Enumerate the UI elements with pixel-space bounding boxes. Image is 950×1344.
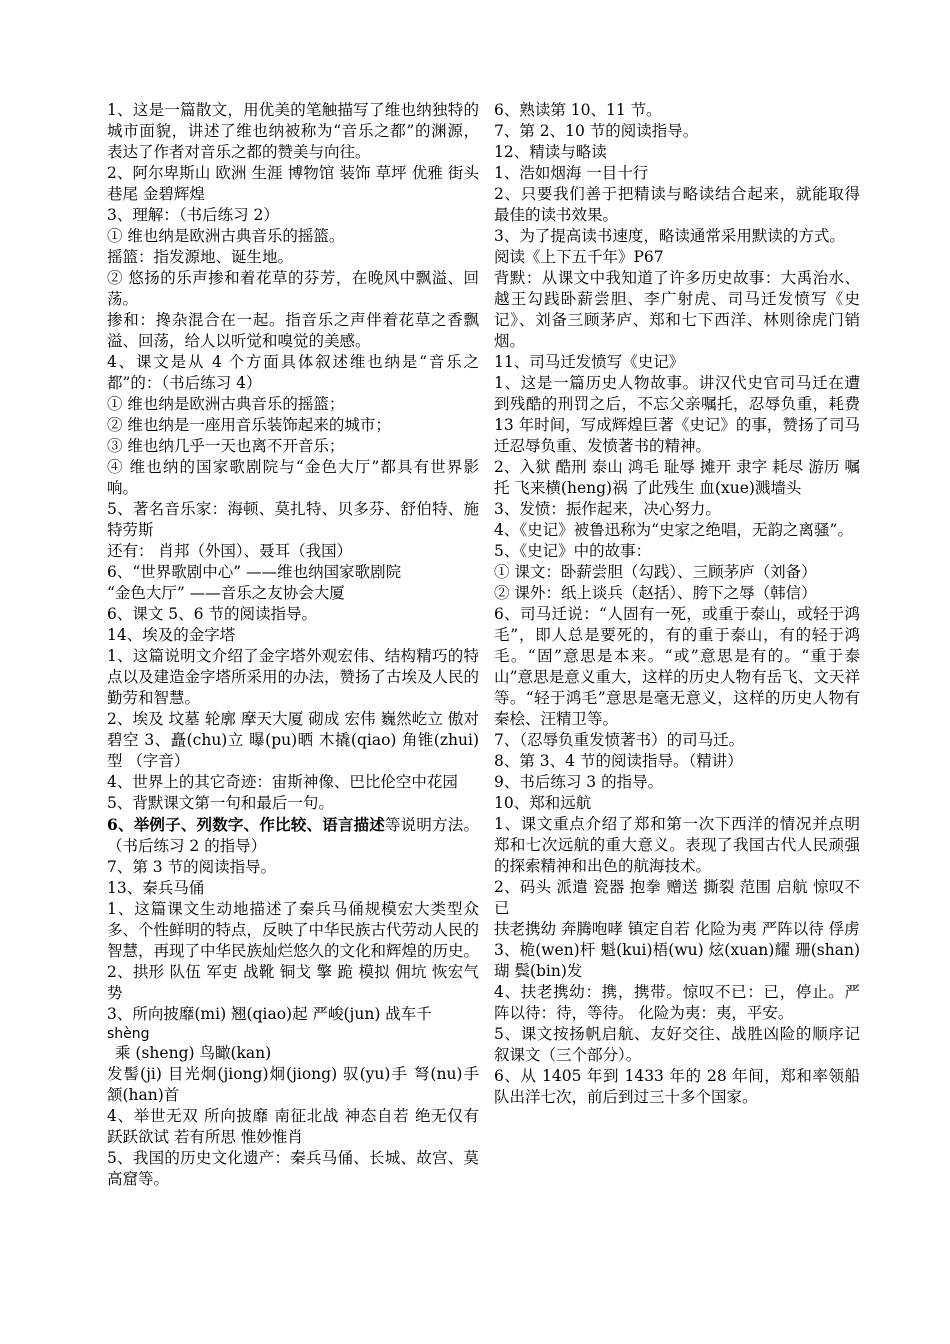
text-line: 5、《史记》中的故事：	[494, 542, 652, 560]
text-line: 6、司马迁说：“人固有一死，或重于泰山，或轻于鸿毛”，即人总是要死的，有的重于泰山，有的轻于鸿毛。“固”意思是本来。“或”意思是有的。“重于泰山”意思是意义重大，这样的历史人物有岳飞、文天祥等。“轻于鸿毛”意思是毫无意义，这样的历史人物有秦桧、汪精卫等。	[494, 605, 860, 728]
text-line: ② 维也纳是一座用音乐装饰起来的城市；	[107, 416, 391, 434]
text-line: 2、码头 派遣 瓷器 抱拳 赠送 撕裂 范围 启航 惊叹不已	[494, 878, 860, 917]
text-line: ① 维也纳是欧洲古典音乐的摇篮。	[107, 227, 345, 245]
text-line: 5、课文按扬帆启航、友好交往、战胜凶险的顺序记叙课文（三个部分）。	[494, 1025, 860, 1064]
text-line: 6、“世界歌剧中心” ——维也纳国家歌剧院	[107, 563, 402, 581]
text-line: 摇篮：指发源地、诞生地。	[107, 248, 294, 266]
text-line: 7、（忍辱负重发愤著书）的司马迁。	[494, 731, 745, 749]
section-heading: 13、秦兵马俑	[107, 879, 205, 897]
section-heading: 11、司马迁发愤写《史记》	[494, 353, 685, 371]
text-line: 1、浩如烟海 一目十行	[494, 164, 649, 182]
text-line: ① 课文：卧薪尝胆（勾践）、三顾茅庐（刘备）	[494, 563, 817, 581]
text-line: 2、只要我们善于把精读与略读结合起来，就能取得最佳的读书效果。	[494, 185, 860, 224]
text-line: ① 维也纳是欧洲古典音乐的摇篮；	[107, 395, 345, 413]
text-line: 发髻(ji) 目光炯(jiong)炯(jiong) 驭(yu)手 弩(nu)手 颔(han)首	[107, 1065, 479, 1104]
text-line: 5、著名音乐家：海顿、莫扎特、贝多芬、舒伯特、施特劳斯	[107, 500, 479, 539]
text-line: 乘 (sheng) 鸟瞰(kan)	[115, 1044, 272, 1062]
text-line: 7、第 3 节的阅读指导。	[107, 858, 277, 876]
text-line: 掺和：搀杂混合在一起。指音乐之声伴着花草之香飘溢、回荡，给人以听觉和嗅觉的美感。	[107, 311, 479, 350]
text-line: 6、从 1405 年到 1433 年的 28 年间，郑和率领船队出洋七次，前后到过三十多个国家。	[494, 1067, 860, 1106]
text-line: 3、理解：（书后练习 2）	[107, 206, 279, 224]
text-line: 1、课文重点介绍了郑和第一次下西洋的情况并点明郑和七次远航的重大意义。表现了我国古代人民顽强的探索精神和出色的航海技术。	[494, 815, 860, 875]
pinyin-annotation: shèng	[107, 1026, 150, 1042]
text-line: 5、我国的历史文化遗产：秦兵马俑、长城、故宫、莫高窟等。	[107, 1149, 479, 1188]
section-heading: 12、精读与略读	[494, 143, 607, 161]
text-line: 2、入狱 酷刑 泰山 鸿毛 耻辱 摊开 隶字 耗尽 游历 嘱托 飞来横(heng)祸 了此残生 血(xue)溅墙头	[494, 458, 860, 497]
text-line: 2、拱形 队伍 军吏 战靴 铜戈 擎 跪 模拟 佣坑 恢宏气势	[107, 963, 479, 1002]
text-line: 4、《史记》被鲁迅称为“史家之绝唱，无韵之离骚”。	[494, 521, 853, 539]
text-line: 扶老携幼 奔腾咆哮 镇定自若 化险为夷 严阵以待 俘虏	[494, 920, 860, 938]
text-line: 6、熟读第 10、11 节。	[494, 101, 662, 119]
text-line: 3、为了提高读书速度，略读通常采用默读的方式。	[494, 227, 845, 245]
text-line: 4、课文是从 4 个方面具体叙述维也纳是“音乐之都”的：（书后练习 4）	[107, 353, 479, 392]
section-heading: 10、郑和远航	[494, 794, 592, 812]
text-line: 2、埃及 坟墓 轮廓 摩天大厦 砌成 宏伟 巍然屹立 傲对碧空 3、矗(chu)立 曝(pu)晒 木撬(qiao) 角锥(zhui)型 （字音）	[107, 710, 479, 770]
text-line: 9、书后练习 3 的指导。	[494, 773, 664, 791]
right-column	[494, 100, 860, 1108]
text-line: 4、世界上的其它奇迹：宙斯神像、巴比伦空中花园	[107, 773, 458, 791]
text-line: 背默：从课文中我知道了许多历史故事：大禹治水、越王勾践卧薪尝胆、李广射虎、司马迁发愤写《史记》、刘备三顾茅庐、郑和七下西洋、林则徐虎门销烟。	[494, 269, 860, 350]
text-line: ② 课外：纸上谈兵（赵括）、胯下之辱（韩信）	[494, 584, 817, 602]
section-heading: 14、埃及的金字塔	[107, 626, 236, 644]
text-line: 2、阿尔卑斯山 欧洲 生涯 博物馆 装饰 草坪 优雅 街头巷尾 金碧辉煌	[107, 164, 479, 203]
text-line: “金色大厅” ——音乐之友协会大厦	[107, 584, 345, 602]
text-line: 8、第 3、4 节的阅读指导。（精讲）	[494, 752, 743, 770]
text-line: 3、所向披靡(mi) 翘(qiao)起 严峻(jun) 战车千	[107, 1005, 432, 1023]
text-line: 3、桅(wen)杆 魁(kui)梧(wu) 炫(xuan)耀 珊(shan)瑚 鬓(bin)发	[494, 941, 860, 980]
bold-rest: 等说明方法。（书后练习 2 的指导）	[107, 816, 479, 855]
text-line: ③ 维也纳几乎一天也离不开音乐；	[107, 437, 345, 455]
text-line: 3、发愤：振作起来，决心努力。	[494, 500, 721, 518]
text-line: 4、举世无双 所向披靡 南征北战 神态自若 绝无仅有 跃跃欲试 若有所思 惟妙惟肖	[107, 1107, 479, 1146]
left-column	[107, 100, 479, 1190]
bold-terms: 举例子、列数字、作比较、语言描述	[133, 815, 385, 834]
text-line: 1、这篇说明文介绍了金字塔外观宏伟、结构精巧的特点以及建造金字塔所采用的办法，赞扬了古埃及人民的勤劳和智慧。	[107, 647, 480, 707]
text-line: 1、这篇课文生动地描述了秦兵马俑规模宏大类型众多、个性鲜明的特点，反映了中华民族古代劳动人民的智慧，再现了中华民族灿烂悠久的文化和辉煌的历史。	[107, 900, 480, 960]
text-line: 阅读《上下五千年》P67	[494, 248, 664, 266]
text-line: 4、扶老携幼：携，携带。惊叹不已：已，停止。严阵以待：待，等待。 化险为夷：夷，平安。	[494, 983, 860, 1022]
bold-prefix: 6、	[107, 815, 134, 834]
text-line-with-bold	[107, 814, 479, 857]
text-line: 5、背默课文第一句和最后一句。	[107, 794, 334, 812]
text-line: 1、这是一篇散文，用优美的笔触描写了维也纳独特的城市面貌，讲述了维也纳被称为“音乐之都”的渊源，表达了作者对音乐之都的赞美与向往。	[107, 101, 479, 161]
text-line: ④ 维也纳的国家歌剧院与“金色大厅”都具有世界影响。	[107, 458, 479, 497]
text-line: 还有： 肖邦（外国）、聂耳（我国）	[107, 542, 353, 560]
text-line: 6、课文 5、6 节的阅读指导。	[107, 605, 317, 623]
text-line: 7、第 2、10 节的阅读指导。	[494, 122, 699, 140]
text-line: ② 悠扬的乐声掺和着花草的芬芳，在晚风中飘溢、回荡。	[107, 269, 479, 308]
text-line: 1、这是一篇历史人物故事。讲汉代史官司马迁在遭到残酷的刑罚之后，不忘父亲嘱托，忍辱负重，耗费 13 年时间，写成辉煌巨著《史记》的事，赞扬了司马迁忍辱负重、发愤著书的精神。	[494, 374, 860, 455]
